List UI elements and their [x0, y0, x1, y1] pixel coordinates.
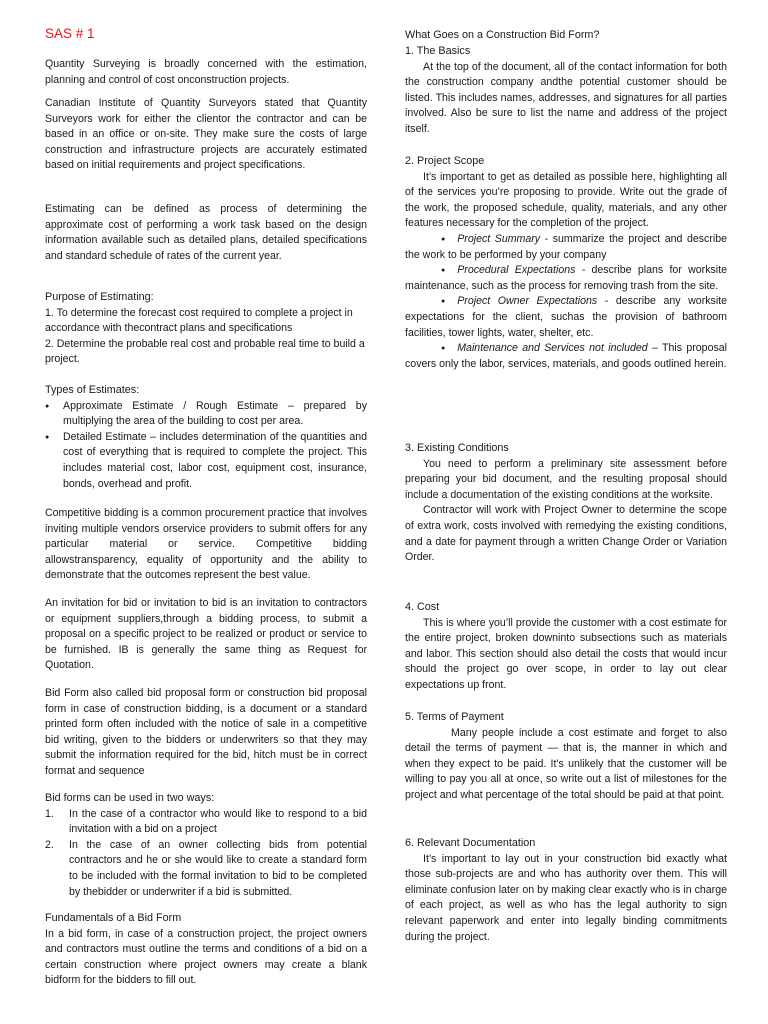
- approx-estimate-bullet: ● Approximate Estimate / Rough Estimate – prepared by multiplying the area of the building to cost per area.: [45, 399, 367, 430]
- bullet-icon: [423, 342, 457, 354]
- basics-text: At the top of the document, all of the contact information for both the construction company andthe potential customer should be listed. This includes names, addresses, and signatures for all parties involved. Also be sure to list the name and address of the project itself.: [405, 60, 727, 135]
- competitive-bidding-paragraph: Competitive bidding is a common procurement practice that involves inviting multiple vendors orservice providers to submit offers for any particular material or service. Competitive bidding allowstransparency, equality of opportunity and the ability to demonstrate that the outcomes represent the best value.: [45, 507, 368, 582]
- scope-bullet-owner: ● Project Owner Expectations - describe any worksite expectations for the client, suchas the provision of bathroom facilities, tower lights, water, shelter, etc.: [405, 294, 727, 341]
- payment-section: [405, 710, 727, 804]
- existing-contractor-text: Contractor will work with Project Owner to determine the scope of extra work, costs involved with remedying the existing conditions, and a date for payment through a written Change Order or Variation Order.: [405, 504, 727, 564]
- scope-text: It’s important to get as detailed as possible here, highlighting all of the services you’re proposing to provide. Write out the grade of the work, the proposed schedule, quality, materials, and any other features necessary for the completion of the project.: [405, 170, 727, 230]
- bullet-icon: [423, 264, 457, 276]
- scope-bullet-procedural: ● Procedural Expectations - describe plans for worksite maintenance, such as the process for removing trash from the site.: [405, 263, 727, 294]
- purpose-heading: Purpose of Estimating:: [45, 291, 154, 303]
- existing-heading: 3. Existing Conditions: [405, 442, 509, 454]
- bid-form-paragraph: Bid Form also called bid proposal form or construction bid proposal form in case of construction bidding, is a document or a standard printed form often included with the notice of sale in a competitive bid writing, given to the bidders or underwriters so that they may submit the information required for the bid, hitch must be in correct format and sequence: [45, 687, 367, 777]
- purpose-section: [45, 290, 367, 368]
- ways-item-1: 1. In the case of a contractor who would like to respond to a bid invitation with a bid on a project: [45, 807, 367, 836]
- cost-heading: 4. Cost: [405, 601, 440, 613]
- documentation-section: [405, 836, 727, 945]
- page-title: SAS # 1: [45, 26, 95, 41]
- ways-item-2: 2. In the case of an owner collecting bids from potential contractors and he or she would like to create a standard form to be included with the formal invitation to bid to be completed by thebidder or underwriter if a bid is submitted.: [45, 838, 367, 898]
- estimating-paragraph: Estimating can be defined as process of determining the approximate cost of performing a work task based on the design information available such as detailed plans, detailed specifications and standard schedule of rates of the current year.: [45, 203, 367, 262]
- types-heading: Types of Estimates:: [45, 384, 140, 396]
- ways-heading: Bid forms can be used in two ways:: [45, 792, 215, 804]
- bid-form-ways-section: [45, 791, 367, 900]
- scope-heading: 2. Project Scope: [405, 155, 485, 167]
- basics-heading: 1. The Basics: [405, 45, 471, 57]
- fundamentals-heading: Fundamentals of a Bid Form: [45, 912, 182, 924]
- existing-text: You need to perform a preliminary site assessment before preparing your bid document, and the resulting proposal should include a documentation of the existing conditions at the worksite.: [405, 457, 727, 501]
- payment-heading: 5. Terms of Payment: [405, 711, 504, 723]
- scope-bullet-maintenance: ● Maintenance and Services not included – This proposal covers only the labor, services, materials, and goods outlined herein.: [405, 341, 727, 372]
- detailed-estimate-bullet: ● Detailed Estimate – includes determination of the quantities and cost of everything that is required to complete the project. This includes material cost, labor cost, equipment cost, insurance, bonds, overhead and profit.: [45, 430, 367, 492]
- basics-section: [405, 44, 727, 138]
- purpose-item-2: 2. Determine the probable real cost and probable real time to build a project.: [45, 337, 365, 366]
- fundamentals-section: [45, 911, 367, 989]
- bullet-icon: [423, 233, 457, 245]
- cost-text: This is where you’ll provide the customer with a cost estimate for the entire project, broken downinto subsections such as materials and labor. This section should also detail the costs that would incur should the project go over scope, in order to lay out clear expectations up front.: [405, 616, 727, 691]
- documentation-heading: 6. Relevant Documentation: [405, 837, 536, 849]
- fundamentals-text: In a bid form, in case of a construction project, the project owners and contractors must outline the terms and conditions of a bid on a certain construction where project owners may create a blank bidform for the bidders to fill out.: [45, 927, 367, 987]
- purpose-item-1: 1. To determine the forecast cost required to complete a project in accordance with thecontract plans and specifications: [45, 306, 353, 335]
- types-section: [45, 383, 367, 492]
- invitation-paragraph: An invitation for bid or invitation to bid is an invitation to contractors or equipment suppliers,through a bidding process, to submit a proposal on a specific project to be realized or product or service to be furnished. IB is generally the same thing as Request for Quotation.: [45, 597, 367, 672]
- payment-text: Many people include a cost estimate and forget to also detail the terms of payment — that is, the manner in which and when they expect to be paid. It’s unlikely that the customer will be willing to pay you all at once, so write out a list of milestones for the project and what percentage of the total should be paid at that point.: [405, 726, 727, 801]
- scope-section: [405, 154, 727, 372]
- existing-section: [405, 441, 727, 566]
- ciqs-paragraph: Canadian Institute of Quantity Surveyors stated that Quantity Surveyors work for either the clientor the contractor and can be based in an office or on-site. They make sure the costs of large construction and infrastructure projects are accurately estimated based on initial requirements and project specifications.: [45, 97, 367, 172]
- bid-form-main-heading: What Goes on a Construction Bid Form?: [405, 29, 600, 41]
- qs-paragraph: Quantity Surveying is broadly concerned with the estimation, planning and control of cost onconstruction projects.: [45, 58, 367, 86]
- cost-section: [405, 600, 727, 694]
- documentation-text: It’s important to lay out in your construction bid exactly what those sub-projects are and who has authority over them. This will eliminate confusion later on by making clear exactly who is in charge of each project, as well as who has the legal authority to sign relevant paperwork and enter into legally binding commitments during the project.: [405, 852, 727, 943]
- bullet-icon: [423, 295, 457, 307]
- scope-bullet-summary: ● Project Summary - summarize the project and describe the work to be performed by your company: [405, 232, 727, 263]
